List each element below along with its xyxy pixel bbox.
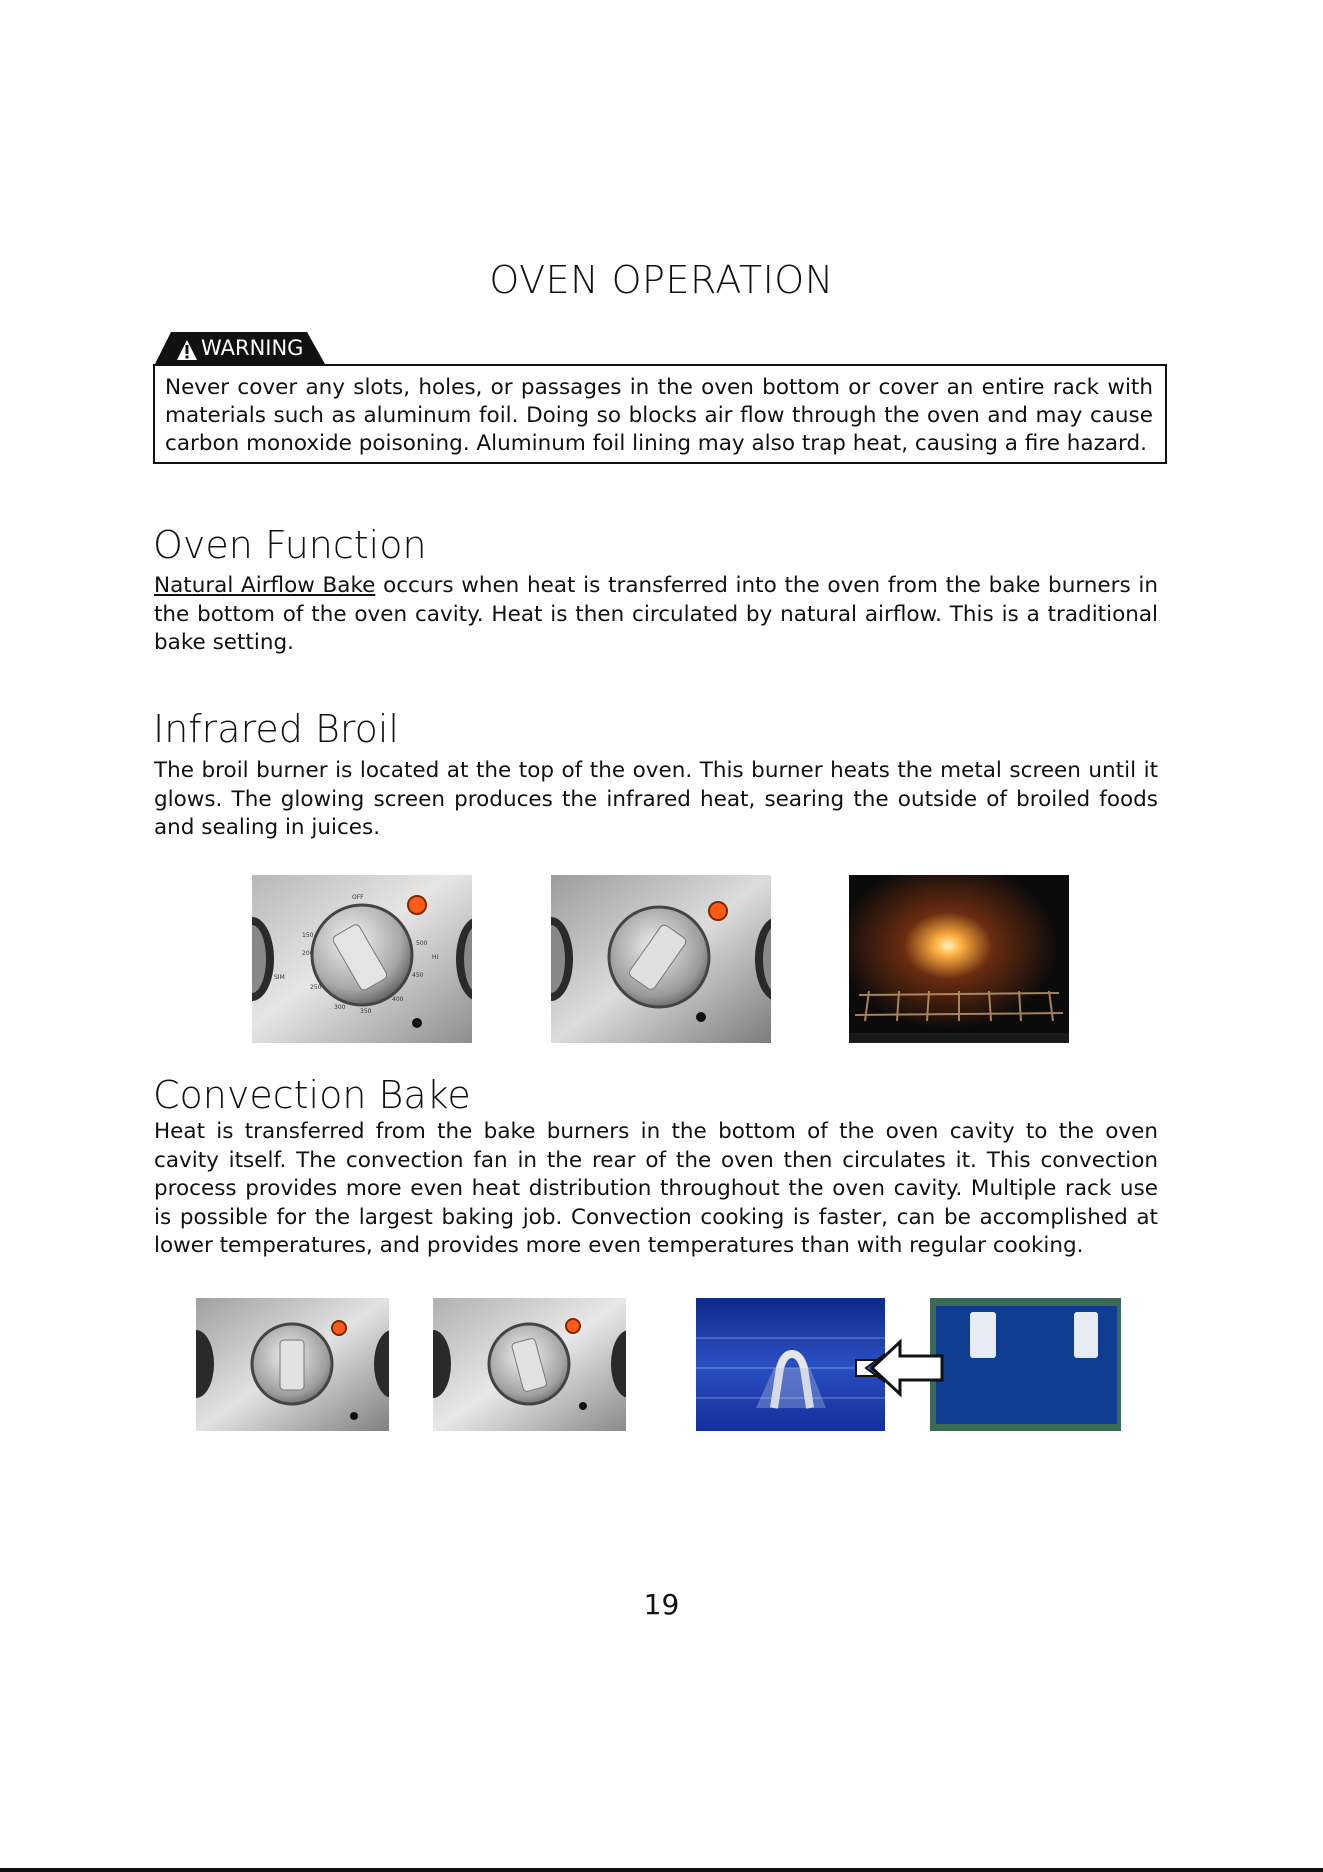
knob-photo-convection-2: [433, 1298, 626, 1431]
knob-label-500: 500: [416, 940, 428, 947]
knob-label-450: 450: [412, 972, 424, 979]
page-number: 19: [643, 1588, 680, 1621]
knob-label-400: 400: [392, 996, 404, 1003]
convection-bake-paragraph: Heat is transferred from the bake burners in the bottom of the oven cavity to the oven cavity itself. The convection fan in the rear of the oven then circulates it. This convection process provides more even heat distribution throughout the oven cavity. Multiple rack use is possible for the largest baking job. Convection cooking is faster, can be accomplished at lower temperatures, and provides more even temperatures than with regular cooking.: [154, 1119, 1158, 1258]
knob-label-250: 250: [310, 984, 322, 991]
section-heading-convection-bake: Convection Bake: [153, 1073, 471, 1117]
oven-function-paragraph: [154, 572, 1158, 658]
page-title: OVEN OPERATION: [489, 258, 834, 302]
knob-label-150: 150: [302, 932, 314, 939]
knob-photo-broil-1: [252, 875, 472, 1043]
knob-label-300: 300: [334, 1004, 346, 1011]
knob-label-350: 350: [360, 1008, 372, 1015]
warning-box: [153, 364, 1167, 464]
infrared-broil-paragraph: The broil burner is located at the top of the oven. This burner heats the metal screen until it glows. The glowing screen produces the infrared heat, searing the outside of broiled foods and sealing in juices.: [154, 758, 1158, 840]
knob-label-off: OFF: [352, 894, 364, 901]
warning-label: WARNING: [201, 336, 304, 360]
oven-function-text: occurs when heat is transferred into the oven from the bake burners in the bottom of the oven cavity. Heat is then circulated by natural airflow. This is a traditional bake setting.: [154, 573, 1158, 655]
section-heading-oven-function: Oven Function: [153, 523, 427, 567]
infrared-broil-glow-photo: [849, 875, 1069, 1043]
warning-tab: [155, 332, 325, 364]
knob-label-sim: SIM: [274, 974, 285, 981]
knob-photo-convection-1: [196, 1298, 389, 1431]
convection-fan-photo: [696, 1298, 885, 1431]
bottom-rule: [0, 1868, 1323, 1872]
convection-panel-photo: [930, 1298, 1121, 1431]
knob-label-200: 200: [302, 950, 314, 957]
knob-label-hi: HI: [432, 954, 439, 961]
arrow-icon: [870, 1338, 944, 1398]
section-heading-infrared-broil: Infrared Broil: [153, 707, 399, 751]
warning-text: Never cover any slots, holes, or passages in the oven bottom or cover an entire rack with materials such as aluminum foil. Doing so blocks air flow through the oven and may cause carbon monoxide poisoning. Aluminum foil lining may also trap heat, causing a fire hazard.: [165, 375, 1153, 456]
natural-airflow-bake-term: Natural Airflow Bake: [154, 573, 376, 598]
knob-photo-broil-2: [551, 875, 771, 1043]
